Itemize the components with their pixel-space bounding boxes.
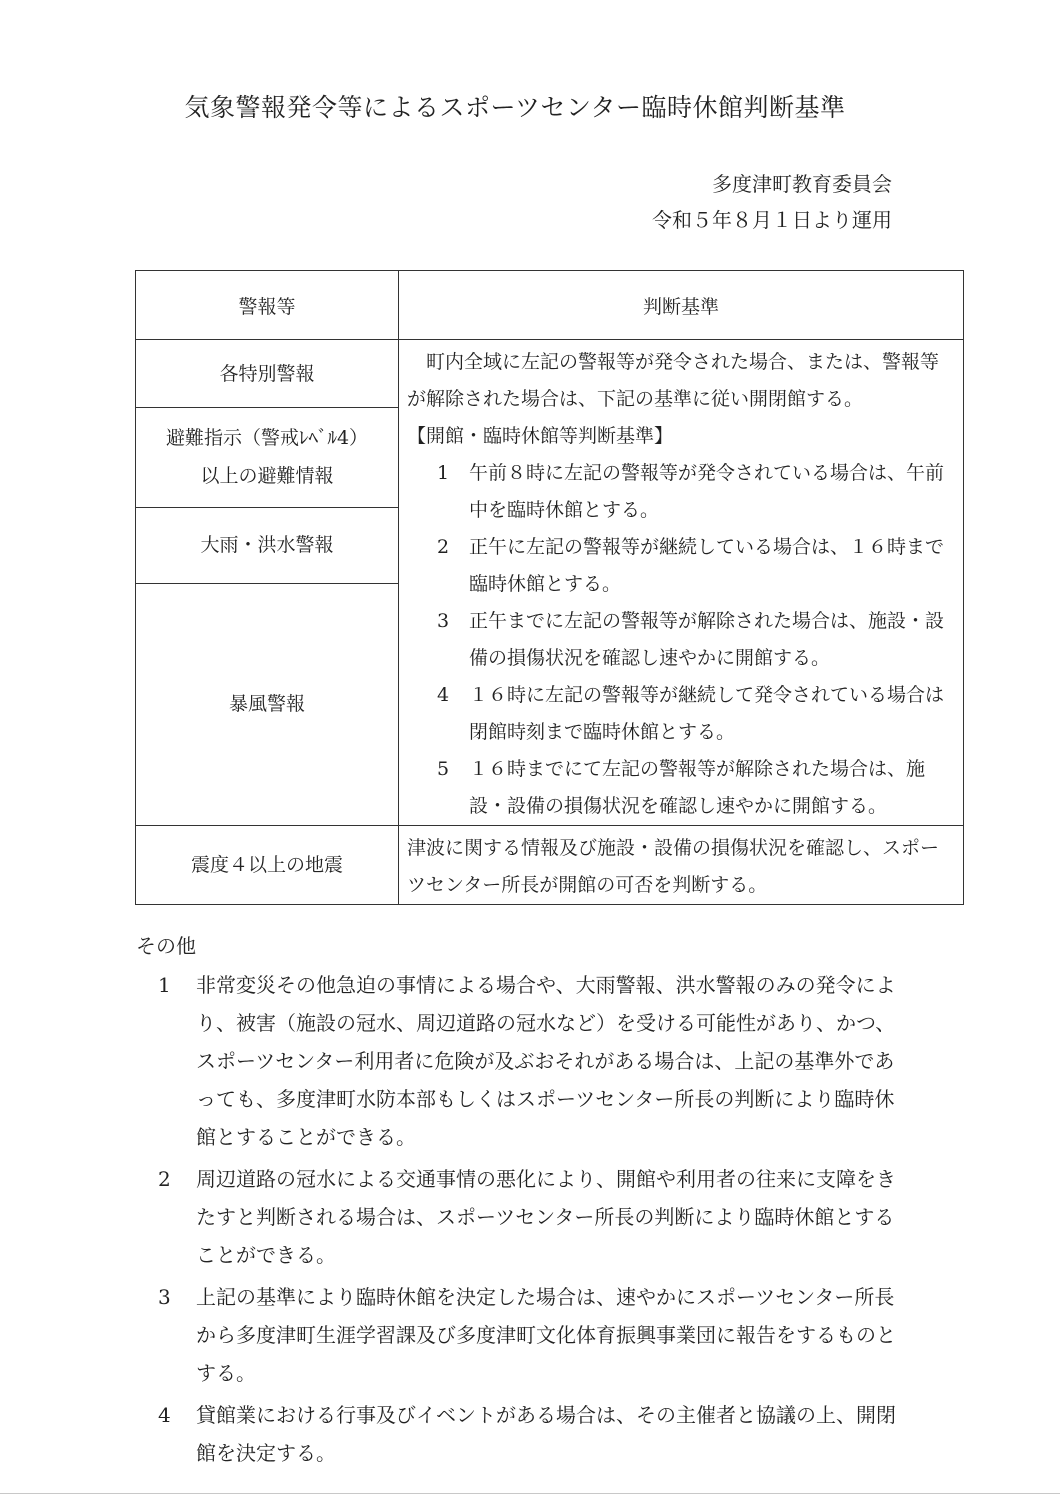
warning-evacuation-line1: 避難指示（警戒ﾚﾍﾞﾙ4） [165,427,369,450]
criteria-item [407,603,949,677]
effective-date: 令和５年８月１日より運用 [652,208,892,232]
criteria-item [407,529,949,603]
criteria-cell [399,340,964,826]
other-section-title: その他 [136,934,196,958]
criteria-item-number: 5 [436,758,450,780]
criteria-item [407,751,949,825]
note-text: 非常変災その他急迫の事情による場合や、大雨警報、洪水警報のみの発令により、被害（施設の冠水、周辺道路の冠水など）を受ける可能性があり、かつ、スポーツセンター利用者に危険が及ぶおそれがある場合は、上記の基準外であっても、多度津町水防本部もしくはスポーツセンター所長の判断により臨時休館とすることができる。 [196,973,896,1149]
note-number: 3 [158,1285,171,1309]
criteria-item-number: 1 [436,462,450,484]
criteria-item [407,455,949,529]
warning-storm: 暴風警報 [136,583,399,825]
criteria-item-number: 4 [436,684,450,706]
earthquake-criteria: 津波に関する情報及び施設・設備の損傷状況を確認し、スポーツセンター所長が開館の可否を判断する。 [399,826,964,905]
note-text: 上記の基準により臨時休館を決定した場合は、速やかにスポーツセンター所長から多度津町生涯学習課及び多度津町文化体育振興事業団に報告をするものとする。 [196,1285,896,1385]
criteria-item-text: １６時に左記の警報等が継続して発令されている場合は閉館時刻まで臨時休館とする。 [469,684,945,743]
criteria-item-text: 正午に左記の警報等が継続している場合は、１６時まで臨時休館とする。 [469,536,945,595]
criteria-item-text: １６時までにて左記の警報等が解除された場合は、施設・設備の損傷状況を確認し速やかに開館する。 [469,758,926,817]
criteria-heading: 【開館・臨時休館等判断基準】 [407,425,674,447]
warning-special: 各特別警報 [136,340,399,408]
header-warning: 警報等 [136,271,399,340]
note-number: 2 [158,1167,171,1191]
note-item [150,1278,900,1392]
other-notes [150,966,900,1476]
warning-evacuation-line2: 以上の避難情報 [200,465,334,488]
document-title: 気象警報発令等によるスポーツセンター臨時休館判断基準 [184,93,846,122]
issuer: 多度津町教育委員会 [712,172,892,196]
criteria-table [135,270,964,905]
criteria-item-text: 正午までに左記の警報等が解除された場合は、施設・設備の損傷状況を確認し速やかに開館する。 [469,610,945,669]
warning-evacuation [136,408,399,508]
criteria-item-number: 3 [436,610,450,632]
warning-earthquake: 震度４以上の地震 [136,826,399,905]
note-item [150,1396,900,1472]
note-number: 4 [158,1403,171,1427]
note-text: 周辺道路の冠水による交通事情の悪化により、開館や利用者の往来に支障をきたすと判断される場合は、スポーツセンター所長の判断により臨時休館とすることができる。 [196,1167,896,1267]
criteria-intro: 町内全域に左記の警報等が発令された場合、または、警報等が解除された場合は、下記の基準に従い開閉館する。 [407,351,940,410]
note-text: 貸館業における行事及びイベントがある場合は、その主催者と協議の上、開閉館を決定する。 [196,1403,896,1465]
criteria-item-number: 2 [436,536,450,558]
page-bottom-edge [0,1493,1060,1494]
note-item [150,1160,900,1274]
criteria-item [407,677,949,751]
note-number: 1 [158,973,171,997]
header-criteria: 判断基準 [399,271,964,340]
warning-rain-flood: 大雨・洪水警報 [136,507,399,583]
criteria-item-text: 午前８時に左記の警報等が発令されている場合は、午前中を臨時休館とする。 [469,462,945,521]
note-item [150,966,900,1156]
